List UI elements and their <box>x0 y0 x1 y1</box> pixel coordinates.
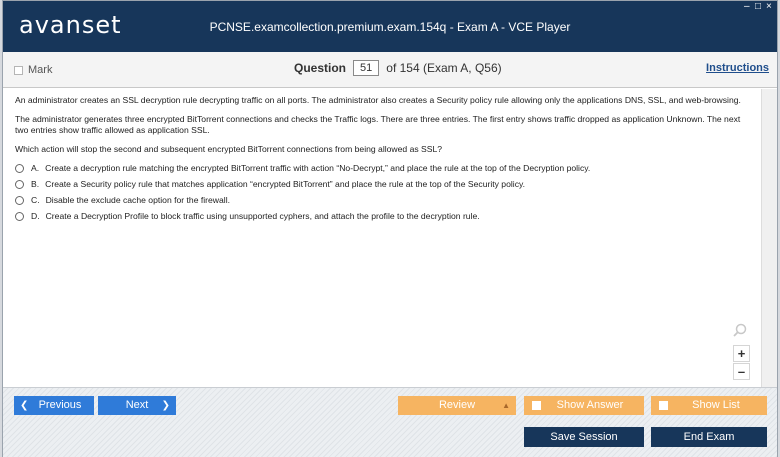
previous-label: Previous <box>38 399 82 411</box>
mark-label: Mark <box>28 64 53 76</box>
radio-icon[interactable] <box>15 196 24 205</box>
question-total: of 154 (Exam A, Q56) <box>386 61 502 75</box>
save-session-button[interactable]: Save Session <box>524 427 644 447</box>
question-content <box>3 89 761 387</box>
checkbox-icon[interactable] <box>659 401 668 410</box>
window-title: PCNSE.examcollection.premium.exam.154q - Exam A - VCE Player <box>209 20 571 34</box>
option-letter: C. <box>31 195 40 205</box>
next-label: Next <box>125 399 149 411</box>
app-window <box>2 0 778 457</box>
option-letter: B. <box>31 179 40 189</box>
answer-option-a[interactable] <box>15 163 749 174</box>
show-list-button[interactable] <box>651 396 767 415</box>
question-paragraph: The administrator generates three encrypted BitTorrent connections and checks the Traffic logs. There are three entries. The first entry shows traffic dropped as application Unknown. The next two entries show traffic allowed as application SSL. <box>15 114 741 135</box>
magnifier-icon <box>733 323 747 340</box>
question-counter <box>294 60 502 76</box>
bottom-toolbar <box>3 387 777 457</box>
answer-option-c[interactable] <box>15 195 749 206</box>
option-text: Create a decryption rule matching the encrypted BitTorrent traffic with action “No-Decrypt,” and place the rule at the top of the Decryption policy. <box>45 163 591 173</box>
checkbox-icon[interactable] <box>532 401 541 410</box>
avanset-logo: avanset <box>19 11 122 39</box>
review-label: Review <box>438 399 476 411</box>
triangle-up-icon: ▲ <box>502 401 510 410</box>
question-header <box>3 52 777 88</box>
previous-button[interactable] <box>14 396 94 415</box>
option-letter: A. <box>31 163 40 173</box>
radio-icon[interactable] <box>15 212 24 221</box>
option-text: Disable the exclude cache option for the firewall. <box>45 195 230 205</box>
minimize-icon[interactable]: – <box>744 1 750 12</box>
chevron-left-icon: ❮ <box>20 400 29 411</box>
question-prompt: Which action will stop the second and subsequent encrypted BitTorrent connections from being allowed as SSL? <box>15 144 443 154</box>
answer-option-d[interactable] <box>15 211 749 222</box>
checkbox-icon[interactable] <box>14 66 23 75</box>
review-button[interactable] <box>398 396 516 415</box>
instructions-link[interactable]: Instructions <box>706 62 769 74</box>
question-paragraph: An administrator creates an SSL decryption rule decrypting traffic on all ports. The administrator also creates a Security policy rule allowing only the applications DNS, SSL, and web-browsing. <box>15 95 741 105</box>
maximize-icon[interactable]: □ <box>755 1 762 12</box>
answer-option-b[interactable] <box>15 179 749 190</box>
question-label: Question <box>294 61 347 75</box>
radio-icon[interactable] <box>15 180 24 189</box>
vertical-scrollbar[interactable] <box>761 89 777 387</box>
title-bar <box>3 1 777 52</box>
question-number-input[interactable]: 51 <box>353 60 379 76</box>
option-text: Create a Security policy rule that matches application “encrypted BitTorrent” and place the rule at the top of the Security policy. <box>45 179 526 189</box>
option-letter: D. <box>31 211 40 221</box>
chevron-right-icon: ❯ <box>161 400 170 411</box>
end-exam-button[interactable]: End Exam <box>651 427 767 447</box>
zoom-in-button[interactable]: + <box>733 345 750 362</box>
show-answer-label: Show Answer <box>556 399 624 411</box>
radio-icon[interactable] <box>15 164 24 173</box>
close-icon[interactable]: × <box>766 1 772 12</box>
zoom-out-button[interactable]: – <box>733 363 750 380</box>
option-text: Create a Decryption Profile to block traffic using unsupported cyphers, and attach the profile to the decryption rule. <box>45 211 480 221</box>
show-list-label: Show List <box>692 399 740 411</box>
mark-checkbox[interactable] <box>14 64 52 76</box>
next-button[interactable] <box>98 396 176 415</box>
show-answer-button[interactable] <box>524 396 644 415</box>
